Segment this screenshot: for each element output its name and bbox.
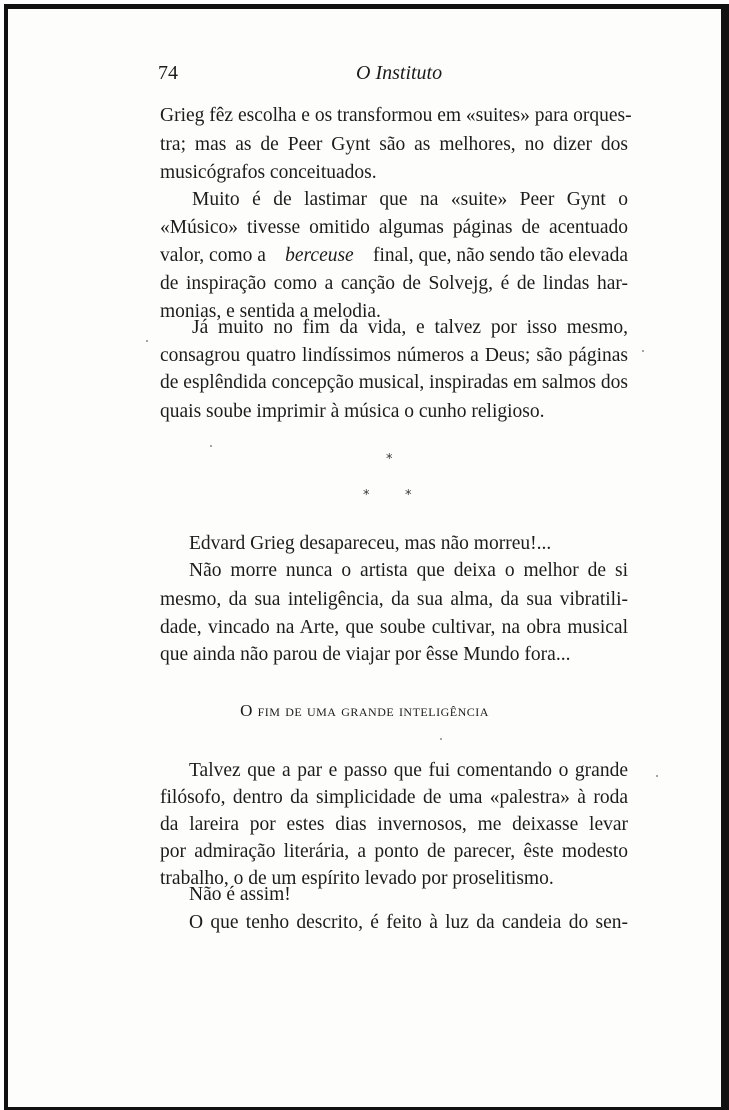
text-line: Grieg fêz escolha e os transformou em «suites» para orques-	[160, 105, 632, 126]
scan-speck	[440, 738, 442, 740]
text-line: filósofo, dentro da simplicidade de uma «palestra» à roda	[160, 787, 628, 808]
scan-speck	[146, 340, 148, 342]
text-line: O que tenho descrito, é feito à luz da candeia do sen-	[189, 912, 628, 933]
scan-speck	[210, 445, 212, 447]
text-line: da lareira por estes dias invernosos, me deixasse levar	[160, 814, 628, 835]
text-line	[160, 245, 628, 267]
text-line: Edvard Grieg desapareceu, mas não morreu!...	[189, 533, 552, 554]
text-line: Não morre nunca o artista que deixa o melhor de si	[189, 560, 628, 581]
italic-term: berceuse	[285, 245, 354, 266]
text-line: quais soube imprimir à música o cunho religioso.	[160, 401, 545, 422]
text-line: consagrou quatro lindíssimos números a Deus; são páginas	[160, 345, 628, 366]
text-line: mesmo, da sua inteligência, da sua alma, da sua vibratili-	[160, 589, 628, 610]
text-line: Já muito no fim da vida, e talvez por isso mesmo,	[192, 317, 628, 338]
text-line: que ainda não parou de viajar por êsse Mundo fora...	[160, 644, 571, 665]
scan-speck	[642, 350, 644, 352]
asterism-star: *	[405, 488, 412, 503]
text-line: dade, vincado na Arte, que soube cultivar, na obra musical	[160, 617, 628, 638]
text-line: monias, e sentida a melodia.	[160, 301, 381, 322]
text-segment: valor, como a	[160, 245, 266, 266]
text-line: Muito é de lastimar que na «suite» Peer Gynt o	[192, 189, 628, 210]
text-line: musicógrafos conceituados.	[160, 162, 377, 183]
text-segment: final, que, não sendo tão elevada	[372, 245, 628, 266]
text-line: de inspiração como a canção de Solvejg, é de lindas har-	[160, 273, 628, 294]
page-number: 74	[158, 62, 178, 84]
section-heading: O fim de uma grande inteligência	[240, 701, 489, 720]
asterism-star: *	[386, 452, 393, 467]
text-line: Não é assim!	[189, 884, 291, 905]
text-line: de esplêndida concepção musical, inspiradas em salmos dos	[160, 372, 628, 393]
text-line: tra; mas as de Peer Gynt são as melhores, no dizer dos	[160, 134, 628, 155]
text-line: trabalho, o de um espírito levado por proselitismo.	[160, 868, 554, 889]
asterism-star: *	[363, 488, 370, 503]
text-line: Talvez que a par e passo que fui comentando o grande	[189, 760, 628, 781]
running-title: O Instituto	[356, 62, 443, 84]
text-line: por admiração literária, a ponto de parecer, êste modesto	[160, 841, 628, 862]
text-line: «Músico» tivesse omitido algumas páginas de acentuado	[160, 217, 628, 238]
scan-speck	[656, 775, 658, 777]
